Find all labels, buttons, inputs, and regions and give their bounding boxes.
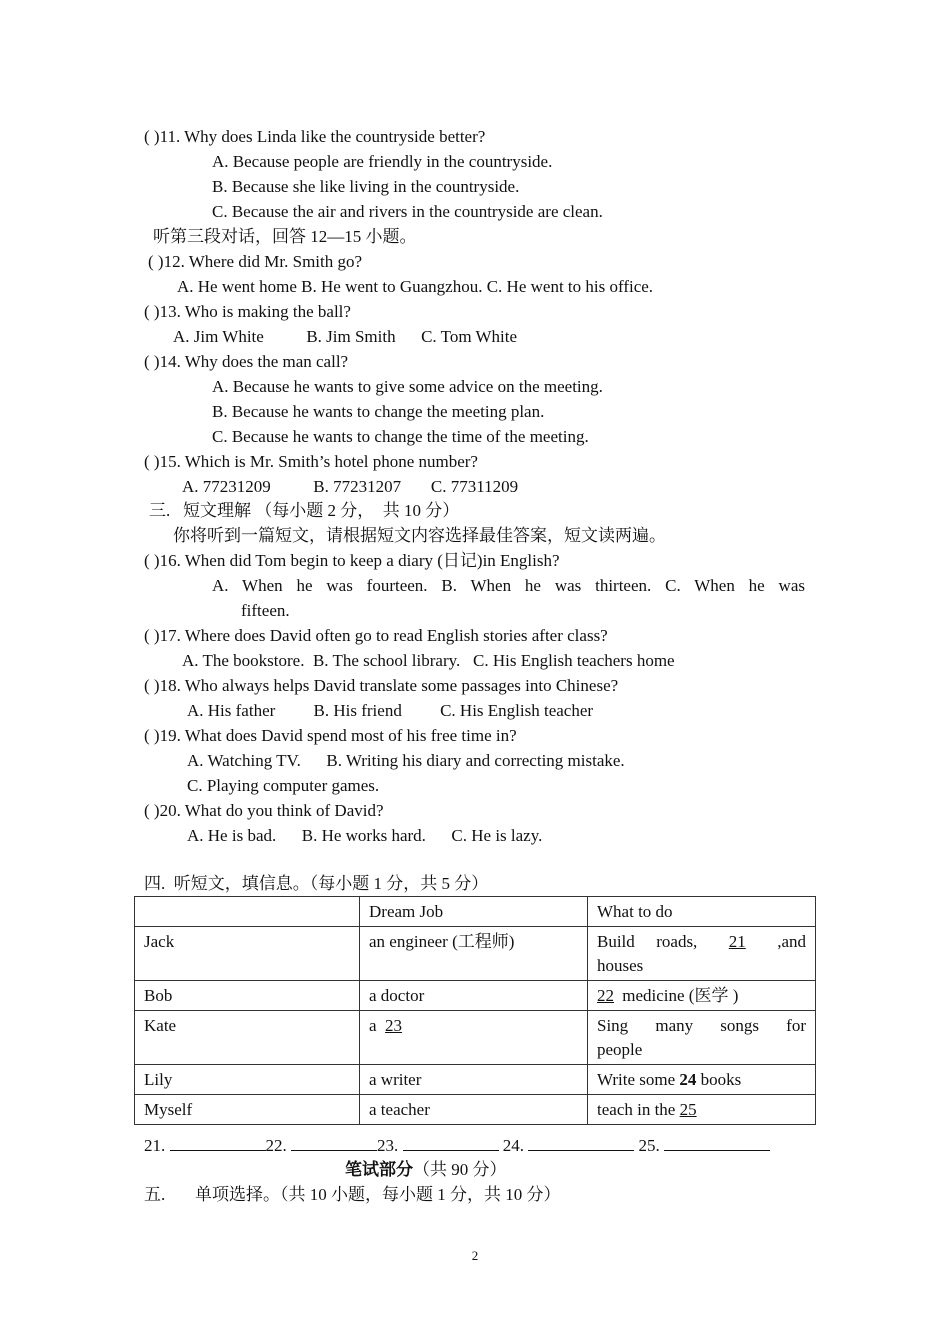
question-13-options: A. Jim White B. Jim Smith C. Tom White	[173, 327, 518, 346]
question-11-stem: ( )11. Why does Linda like the countryside better?	[144, 127, 486, 146]
table-cell-name: Bob	[135, 981, 360, 1011]
question-11-option-a: A. Because people are friendly in the countryside.	[212, 152, 553, 171]
question-13-stem: ( )13. Who is making the ball?	[144, 302, 351, 321]
table-header-cell: What to do	[588, 897, 816, 927]
blank-24: 24	[679, 1070, 697, 1089]
table-cell-name: Myself	[135, 1095, 360, 1125]
question-14-option-b: B. Because he wants to change the meeting plan.	[212, 402, 545, 421]
question-20-options: A. He is bad. B. He works hard. C. He is lazy.	[187, 826, 543, 845]
table-cell-todo: teach in the 25	[588, 1095, 816, 1125]
answer-blank-23[interactable]	[403, 1134, 499, 1151]
table-cell-name: Jack	[135, 927, 360, 981]
dialog-3-instruction: 听第三段对话，回答 12—15 小题。	[153, 227, 417, 246]
question-11-option-b: B. Because she like living in the countryside.	[212, 177, 520, 196]
table-cell-todo	[588, 1011, 816, 1065]
table-cell-todo: 22 medicine (医学 )	[588, 981, 816, 1011]
table-row	[135, 1065, 816, 1095]
table-cell-name: Lily	[135, 1065, 360, 1095]
question-12-options: A. He went home B. He went to Guangzhou. C. He went to his office.	[177, 277, 654, 296]
table-cell-name: Kate	[135, 1011, 360, 1065]
answer-label-22: 22.	[265, 1136, 287, 1155]
question-15-options: A. 77231209 B. 77231207 C. 77311209	[182, 477, 519, 496]
section-3-instruction: 你将听到一篇短文，请根据短文内容选择最佳答案，短文读两遍。	[173, 526, 666, 545]
table-header-cell	[135, 897, 360, 927]
answer-label-25: 25.	[638, 1136, 660, 1155]
table-row	[135, 927, 816, 981]
table-cell-job: a 23	[360, 1011, 588, 1065]
question-12-stem: ( )12. Where did Mr. Smith go?	[148, 252, 363, 271]
question-20-stem: ( )20. What do you think of David?	[144, 801, 384, 820]
section-3-heading: 三. 短文理解 （每小题 2 分， 共 10 分）	[149, 501, 460, 520]
section-5-heading: 五. 单项选择。（共 10 小题，每小题 1 分，共 10 分）	[144, 1185, 561, 1204]
blank-22: 22	[597, 986, 614, 1005]
table-cell-todo	[588, 927, 816, 981]
todo-line2: houses	[597, 956, 644, 975]
answer-blank-21[interactable]	[170, 1134, 266, 1151]
question-19-options-ab: A. Watching TV. B. Writing his diary and correcting mistake.	[187, 751, 625, 770]
question-18-options: A. His father B. His friend C. His English teacher	[187, 701, 594, 720]
answer-label-23: 23.	[377, 1136, 399, 1155]
question-19-option-c: C. Playing computer games.	[187, 776, 380, 795]
question-17-stem: ( )17. Where does David often go to read English stories after class?	[144, 626, 608, 645]
table-row	[135, 1095, 816, 1125]
page-number: 2	[471, 1248, 479, 1263]
answer-blanks-row	[144, 1134, 770, 1157]
table-header-row	[135, 897, 816, 927]
table-cell-job: an engineer (工程师)	[360, 927, 588, 981]
todo-line2: people	[597, 1040, 643, 1059]
answer-label-21: 21.	[144, 1136, 166, 1155]
answer-label-24: 24.	[502, 1136, 524, 1155]
table-row	[135, 981, 816, 1011]
table-cell-job: a teacher	[360, 1095, 588, 1125]
table-cell-job: a writer	[360, 1065, 588, 1095]
question-14-stem: ( )14. Why does the man call?	[144, 352, 349, 371]
question-17-options: A. The bookstore. B. The school library. C. His English teachers home	[182, 651, 675, 670]
written-part-title: 笔试部分（共 90 分）	[345, 1160, 507, 1179]
table-cell-job: a doctor	[360, 981, 588, 1011]
todo-line1: Build roads, 21 ,and	[597, 932, 807, 951]
blank-23: 23	[385, 1016, 403, 1035]
question-11-option-c: C. Because the air and rivers in the countryside are clean.	[212, 202, 603, 221]
answer-blank-25[interactable]	[664, 1134, 770, 1151]
answer-blank-24[interactable]	[528, 1134, 634, 1151]
section-4-heading: 四. 听短文，填信息。（每小题 1 分，共 5 分）	[144, 874, 489, 893]
question-16-stem: ( )16. When did Tom begin to keep a diary (日记)in English?	[144, 551, 560, 570]
todo-line1: Sing many songs for	[597, 1016, 806, 1035]
question-15-stem: ( )15. Which is Mr. Smith’s hotel phone number?	[144, 452, 478, 471]
question-16-options-line1: A. When he was fourteen. B. When he was thirteen. C. When he was	[212, 576, 805, 595]
table-row	[135, 1011, 816, 1065]
question-14-option-a: A. Because he wants to give some advice on the meeting.	[212, 377, 603, 396]
table-header-cell: Dream Job	[360, 897, 588, 927]
question-14-option-c: C. Because he wants to change the time of the meeting.	[212, 427, 589, 446]
table-cell-todo: Write some 24 books	[588, 1065, 816, 1095]
question-18-stem: ( )18. Who always helps David translate some passages into Chinese?	[144, 676, 619, 695]
question-19-stem: ( )19. What does David spend most of his free time in?	[144, 726, 517, 745]
question-16-options-line2: fifteen.	[241, 601, 290, 620]
blank-25: 25	[679, 1100, 697, 1119]
dream-job-table	[134, 896, 816, 1125]
answer-blank-22[interactable]	[291, 1134, 377, 1151]
blank-21: 21	[728, 932, 746, 951]
